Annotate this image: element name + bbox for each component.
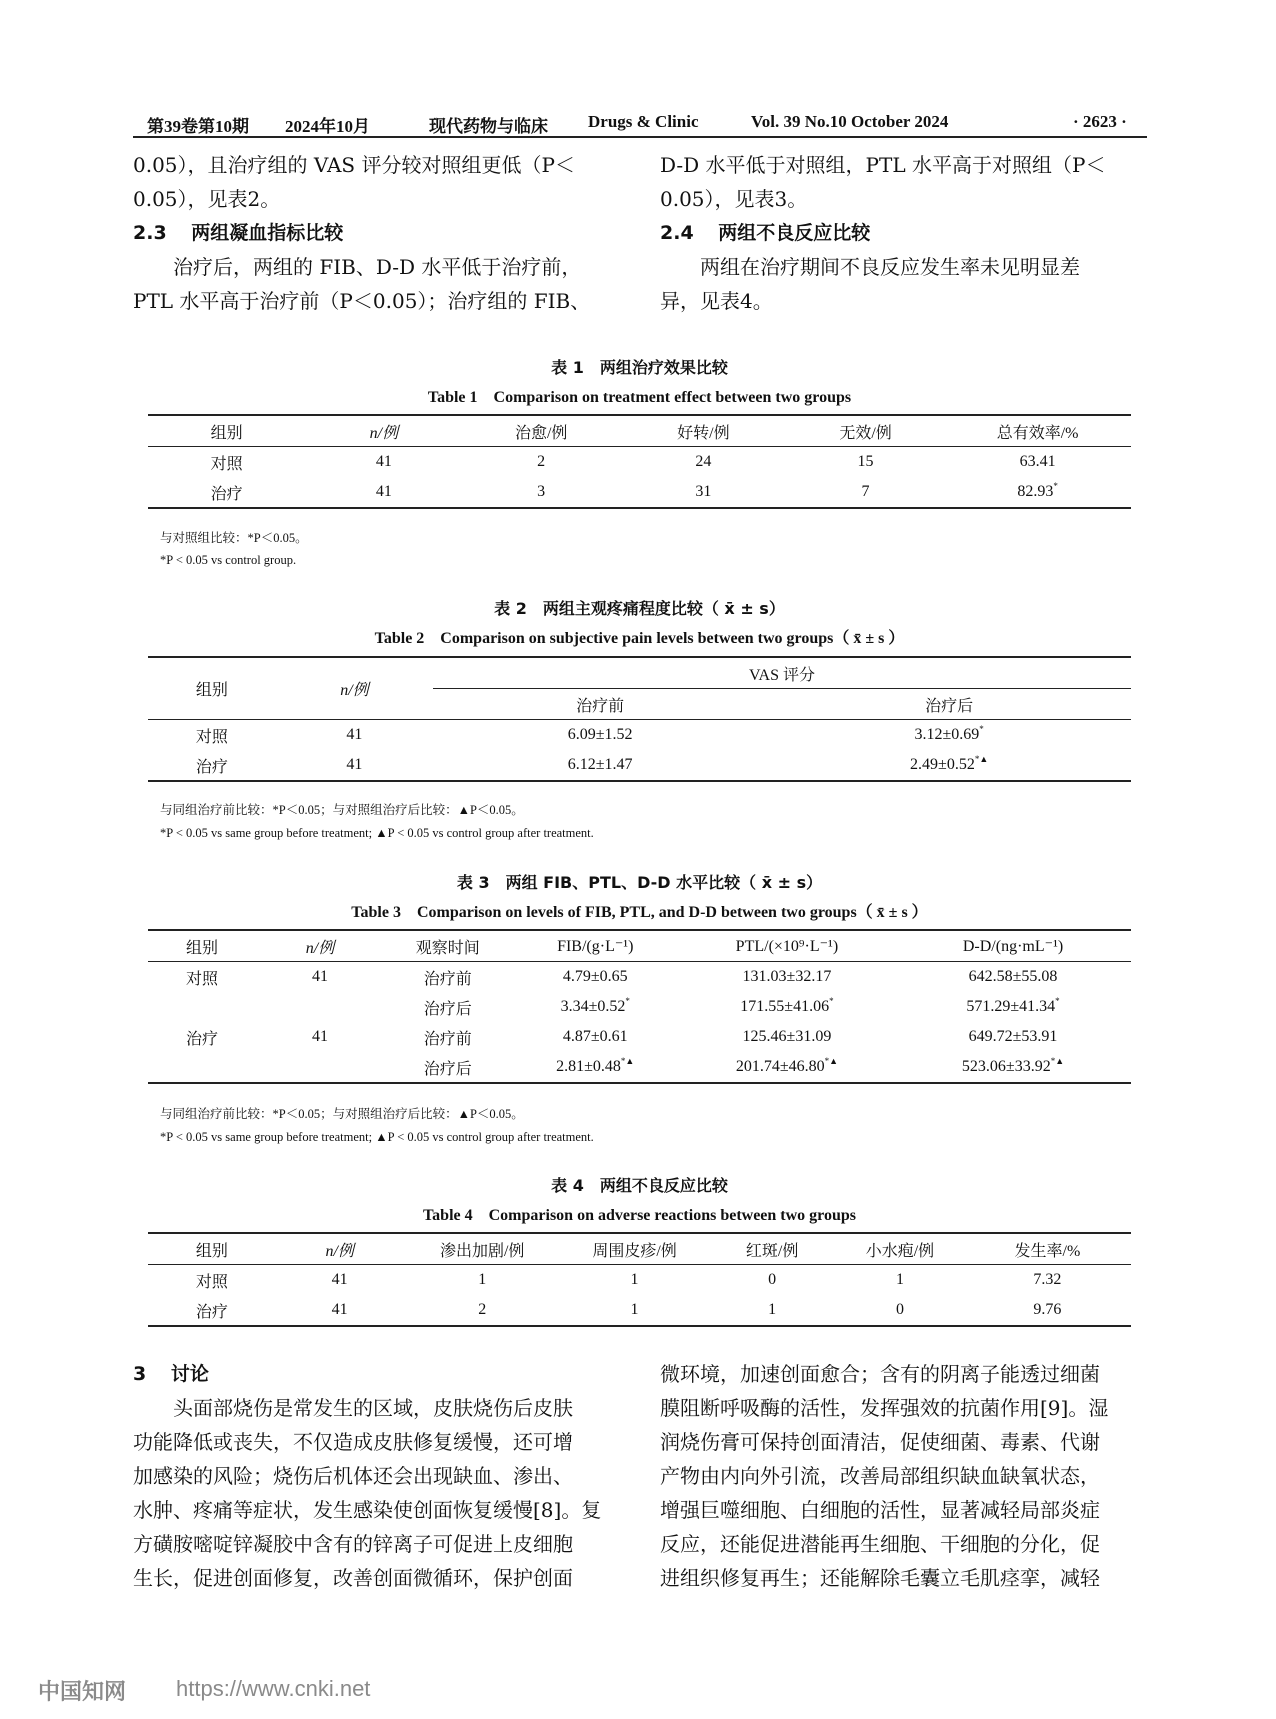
text-line: 反应，还能促进潜能再生细胞、干细胞的分化，促 <box>660 1532 1100 1556</box>
cell-value: 2.81±0.48 <box>556 1058 621 1075</box>
table-row <box>148 750 1131 781</box>
text-line: 功能降低或丧失，不仅造成皮肤修复缓慢，还可增 <box>133 1430 573 1454</box>
table1-caption-cn: 表 1 两组治疗效果比较 <box>551 358 728 377</box>
text-line: 增强巨噬细胞、白细胞的活性，显著减轻局部炎症 <box>660 1498 1100 1522</box>
table-cell: 41 <box>346 726 363 743</box>
significance-mark: *▲ <box>974 754 989 764</box>
section-number: 2.4 <box>660 222 694 244</box>
table-row <box>148 962 1131 993</box>
table3-header-fib: FIB/(g·L⁻¹) <box>512 930 679 962</box>
table-cell: 15 <box>857 453 874 470</box>
text-line: 头面部烧伤是常发生的区域，皮肤烧伤后皮肤 <box>173 1396 573 1420</box>
table3-header-n: n/例 <box>256 930 384 962</box>
cnki-url: https://www.cnki.net <box>176 1676 371 1701</box>
cell-value: 4.87±0.61 <box>562 1028 628 1045</box>
table1-header-improved: 好转/例 <box>620 415 787 447</box>
table1-header-cured: 治愈/例 <box>463 415 620 447</box>
table-cell: 1 <box>630 1301 639 1318</box>
table-cell: 1 <box>895 1271 904 1288</box>
table3-header-time: 观察时间 <box>384 930 512 962</box>
table-cell: 0 <box>768 1271 777 1288</box>
table-cell <box>256 1052 384 1083</box>
table2-header-after: 治疗后 <box>767 689 1131 720</box>
table-cell: 6.09±1.52 <box>567 726 633 743</box>
table-cell <box>512 962 679 993</box>
table-cell <box>895 962 1131 993</box>
table1-header-rate: 总有效率/% <box>944 415 1131 447</box>
table2-header-n: n/例 <box>276 657 433 720</box>
table3-header-ptl: PTL/(×10⁹·L⁻¹) <box>679 930 895 962</box>
text-line: 0.05），见表3。 <box>660 187 808 211</box>
cell-value: 125.46±31.09 <box>742 1028 832 1045</box>
table2 <box>148 656 1131 782</box>
running-header <box>133 108 1147 138</box>
text-line: 0.05），且治疗组的 VAS 评分较对照组更低（P＜ <box>133 153 575 177</box>
table1-note-en: *P < 0.05 vs control group. <box>160 553 297 567</box>
significance-mark: * <box>979 724 984 734</box>
table2-caption-cn: 表 2 两组主观疼痛程度比较（ x̄ ± s） <box>494 599 785 618</box>
table-cell <box>895 992 1131 1022</box>
header-page-number: · 2623 · <box>1073 112 1127 131</box>
table-cell: 2 <box>478 1301 487 1318</box>
cell-value: 2.49±0.52 <box>910 756 975 773</box>
cell-value: 649.72±53.91 <box>968 1028 1058 1045</box>
cell-value: 3.34±0.52 <box>560 998 626 1015</box>
table3-note-cn: 与同组治疗前比较：*P＜0.05；与对照组治疗后比较：▲P＜0.05。 <box>160 1107 524 1121</box>
table-cell: 7.32 <box>1033 1271 1062 1288</box>
table-cell: 41 <box>346 756 363 773</box>
cell-value: 82.93 <box>1017 483 1054 500</box>
table2-note-cn: 与同组治疗前比较：*P＜0.05；与对照组治疗后比较：▲P＜0.05。 <box>160 803 524 817</box>
significance-mark: * <box>1053 481 1058 491</box>
text-line: 异，见表4。 <box>660 289 773 313</box>
text-line: 水肿、疼痛等症状，发生感染使创面恢复缓慢[8]。复 <box>133 1498 602 1522</box>
table3-header-dd: D-D/(ng·mL⁻¹) <box>895 930 1131 962</box>
table4 <box>148 1232 1131 1327</box>
table-cell: 治疗 <box>195 1303 228 1321</box>
table-row <box>148 1052 1131 1083</box>
table-cell: 对照 <box>186 970 219 988</box>
table-row <box>148 1295 1131 1326</box>
section-heading-3 <box>133 1357 628 1391</box>
cell-value: 171.55±41.06 <box>740 998 830 1015</box>
table-cell: 6.12±1.47 <box>567 756 633 773</box>
cell-value: 571.29±41.34 <box>966 998 1056 1015</box>
table-cell <box>256 992 384 1022</box>
table-cell: 7 <box>861 483 870 500</box>
table-row <box>148 447 1131 478</box>
text-line: 0.05），见表2。 <box>133 187 281 211</box>
table-row <box>148 992 1131 1022</box>
table-cell: 治疗前 <box>423 970 472 988</box>
cell-value: 523.06±33.92 <box>961 1058 1051 1075</box>
table-cell <box>512 1022 679 1052</box>
table-cell <box>679 992 895 1022</box>
table-cell: 41 <box>331 1271 348 1288</box>
table-row <box>148 720 1131 751</box>
table-row <box>148 1022 1131 1052</box>
significance-mark: *▲ <box>824 1056 839 1066</box>
text-line: 两组在治疗期间不良反应发生率未见明显差 <box>700 255 1080 279</box>
table4-header-incidence: 发生率/% <box>964 1233 1131 1265</box>
table-cell: 治疗 <box>195 758 228 776</box>
section-number: 2.3 <box>133 222 167 244</box>
table-cell <box>895 1052 1131 1083</box>
table4-caption-en: Table 4 Comparison on adverse reactions between two groups <box>422 1207 857 1224</box>
table4-header-erythema: 红斑/例 <box>708 1233 836 1265</box>
table2-caption-en: Table 2 Comparison on subjective pain levels between two groups（ x̄ ± s ） <box>374 630 905 647</box>
table-cell: 3 <box>537 483 546 500</box>
section-heading-2-4 <box>660 216 1150 250</box>
text-line: D-D 水平低于对照组，PTL 水平高于对照组（P＜ <box>660 153 1106 177</box>
section-title: 两组凝血指标比较 <box>191 222 344 244</box>
table4-header-n: n/例 <box>276 1233 404 1265</box>
table-cell: 1 <box>768 1301 777 1318</box>
table-cell: 对照 <box>195 1273 228 1291</box>
text-line: 润烧伤膏可保持创面清洁，促使细菌、毒素、代谢 <box>660 1430 1100 1454</box>
section-title: 两组不良反应比较 <box>718 222 871 244</box>
table-cell <box>767 720 1131 751</box>
text-line: 治疗后，两组的 FIB、D-D 水平低于治疗前， <box>173 255 582 279</box>
table-cell <box>944 477 1131 508</box>
significance-mark: * <box>1055 996 1060 1006</box>
table1-header-group: 组别 <box>148 415 305 447</box>
table-cell <box>767 750 1131 781</box>
cell-value: 131.03±32.17 <box>742 968 832 985</box>
table-cell: 治疗后 <box>423 1060 472 1078</box>
table-cell <box>679 962 895 993</box>
table-cell: 对照 <box>210 455 243 473</box>
table4-caption-cn: 表 4 两组不良反应比较 <box>551 1176 728 1195</box>
text-line: 产物由内向外引流，改善局部组织缺血缺氧状态， <box>660 1464 1100 1488</box>
table2-header-vas: VAS 评分 <box>433 657 1131 689</box>
table-cell: 63.41 <box>1019 453 1056 470</box>
table-row <box>148 1265 1131 1296</box>
table1-note-cn: 与对照组比较：*P＜0.05。 <box>160 531 308 545</box>
section-title: 讨论 <box>170 1363 209 1385</box>
table1 <box>148 414 1131 509</box>
cell-value: 4.79±0.65 <box>562 968 628 985</box>
text-line: PTL 水平高于治疗前（P＜0.05）；治疗组的 FIB、 <box>133 289 591 313</box>
header-journal-en: Drugs & Clinic <box>588 112 699 131</box>
table3-note-en: *P < 0.05 vs same group before treatment; ▲P < 0.05 vs control group after treatment. <box>160 1130 594 1144</box>
table-cell: 治疗前 <box>423 1030 472 1048</box>
cell-value: 642.58±55.08 <box>968 968 1058 985</box>
table-cell: 1 <box>478 1271 487 1288</box>
section-heading-2-3 <box>133 216 623 250</box>
table-row <box>148 477 1131 508</box>
table-cell: 41 <box>312 968 329 985</box>
table-cell: 0 <box>895 1301 904 1318</box>
text-line: 方磺胺嘧啶锌凝胶中含有的锌离子可促进上皮细胞 <box>133 1532 573 1556</box>
section-number: 3 <box>133 1363 147 1385</box>
table-cell: 治疗后 <box>423 1000 472 1018</box>
table-cell: 31 <box>695 483 712 500</box>
significance-mark: * <box>829 996 834 1006</box>
table2-header-group: 组别 <box>148 657 276 720</box>
table3 <box>148 929 1131 1084</box>
text-line: 膜阻断呼吸酶的活性，发挥强效的抗菌作用[9]。湿 <box>660 1396 1109 1420</box>
table-cell: 41 <box>331 1301 348 1318</box>
table-cell <box>148 1052 256 1083</box>
table-cell: 对照 <box>195 728 228 746</box>
text-line: 微环境，加速创面愈合；含有的阴离子能透过细菌 <box>660 1362 1100 1386</box>
table-cell: 2 <box>537 453 546 470</box>
text-line: 加感染的风险；烧伤后机体还会出现缺血、渗出、 <box>133 1464 573 1488</box>
significance-mark: * <box>625 996 630 1006</box>
table-cell <box>512 1052 679 1083</box>
table-cell <box>148 992 256 1022</box>
table1-header-ineffective: 无效/例 <box>787 415 944 447</box>
table-cell: 治疗 <box>210 485 243 503</box>
cell-value: 3.12±0.69 <box>914 726 980 743</box>
header-volume-cn: 第39卷第10期 <box>147 117 249 136</box>
table2-header-before: 治疗前 <box>433 689 767 720</box>
header-journal-cn: 现代药物与临床 <box>429 117 548 136</box>
header-date-cn: 2024年10月 <box>285 117 370 136</box>
discussion-right-column <box>660 1357 1155 1595</box>
significance-mark: *▲ <box>1050 1056 1065 1066</box>
table-cell <box>679 1052 895 1083</box>
table-cell <box>512 992 679 1022</box>
table-cell: 41 <box>312 1028 329 1045</box>
table1-caption-en: Table 1 Comparison on treatment effect between two groups <box>427 389 852 406</box>
table-cell: 治疗 <box>186 1030 219 1048</box>
table3-header-group: 组别 <box>148 930 256 962</box>
table-cell: 41 <box>375 453 392 470</box>
table4-header-blister: 小水疱/例 <box>836 1233 964 1265</box>
significance-mark: *▲ <box>620 1056 635 1066</box>
table3-caption-cn: 表 3 两组 FIB、PTL、D-D 水平比较（ x̄ ± s） <box>456 873 823 892</box>
table-cell: 41 <box>375 483 392 500</box>
top-right-column <box>660 148 1150 318</box>
table1-header-n: n/例 <box>305 415 462 447</box>
table4-header-group: 组别 <box>148 1233 276 1265</box>
discussion-left-column <box>133 1357 628 1595</box>
top-left-column <box>133 148 623 318</box>
table2-note-en: *P < 0.05 vs same group before treatment; ▲P < 0.05 vs control group after treatment. <box>160 826 594 840</box>
header-volume-en: Vol. 39 No.10 October 2024 <box>751 112 949 131</box>
text-line: 生长，促进创面修复，改善创面微循环，保护创面 <box>133 1566 573 1590</box>
cell-value: 201.74±46.80 <box>735 1058 825 1075</box>
table-cell: 1 <box>630 1271 639 1288</box>
table-cell: 9.76 <box>1033 1301 1062 1318</box>
table-cell <box>895 1022 1131 1052</box>
table3-caption-en: Table 3 Comparison on levels of FIB, PTL, and D-D between two groups（ x̄ ± s ） <box>351 904 928 921</box>
table-cell: 24 <box>695 453 712 470</box>
table4-header-exudation: 渗出加剧/例 <box>404 1233 561 1265</box>
table4-header-rash: 周围皮疹/例 <box>561 1233 708 1265</box>
text-line: 进组织修复再生；还能解除毛囊立毛肌痉挛，减轻 <box>660 1566 1100 1590</box>
cnki-logo-text: 中国知网 <box>38 1679 127 1704</box>
table-cell <box>679 1022 895 1052</box>
